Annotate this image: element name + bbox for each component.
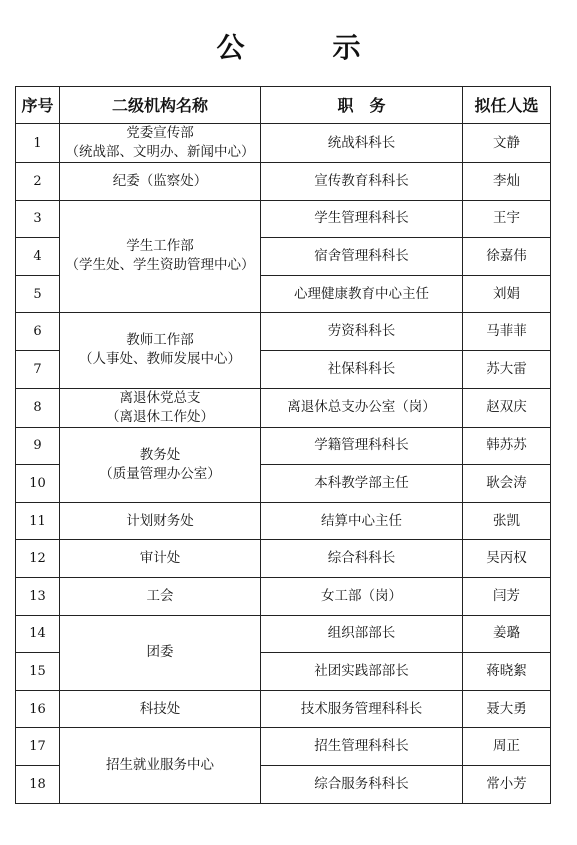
table-row [16, 200, 551, 238]
candidate-cell: 刘娟 [463, 275, 551, 313]
row-index: 4 [16, 238, 60, 276]
position-cell: 统战科科长 [261, 124, 463, 163]
candidate-cell: 周正 [463, 728, 551, 766]
table-row [16, 577, 551, 615]
department-name: 教师工作部 [126, 332, 194, 349]
candidate-cell: 王宇 [463, 200, 551, 238]
position-cell: 宣传教育科科长 [261, 163, 463, 201]
table-row [16, 540, 551, 578]
position-cell: 社团实践部部长 [261, 653, 463, 691]
position-cell: 综合服务科科长 [261, 765, 463, 803]
row-index: 13 [16, 577, 60, 615]
candidate-cell: 马菲菲 [463, 313, 551, 351]
row-index: 3 [16, 200, 60, 238]
position-cell: 学生管理科科长 [261, 200, 463, 238]
department-subunits: （人事处、教师发展中心） [79, 351, 241, 368]
position-cell: 劳资科科长 [261, 313, 463, 351]
candidate-cell: 吴丙权 [463, 540, 551, 578]
position-cell: 组织部部长 [261, 615, 463, 653]
department-cell: 招生就业服务中心 [60, 728, 261, 803]
header-position: 职 务 [261, 87, 463, 124]
position-cell: 本科教学部主任 [261, 465, 463, 503]
row-index: 15 [16, 653, 60, 691]
department-cell: 纪委（监察处） [60, 163, 261, 201]
header-department: 二级机构名称 [60, 87, 261, 124]
department-cell: 工会 [60, 577, 261, 615]
candidate-cell: 苏大雷 [463, 350, 551, 388]
candidate-cell: 张凯 [463, 502, 551, 540]
header-candidate: 拟任人选 [463, 87, 551, 124]
position-cell: 结算中心主任 [261, 502, 463, 540]
department-cell: 计划财务处 [60, 502, 261, 540]
candidate-cell: 耿会涛 [463, 465, 551, 503]
position-cell: 技术服务管理科科长 [261, 690, 463, 728]
candidate-cell: 韩苏苏 [463, 427, 551, 465]
candidate-cell: 蒋晓絮 [463, 653, 551, 691]
candidate-cell: 聂大勇 [463, 690, 551, 728]
table-row [16, 728, 551, 766]
department-name: 教务处 [139, 446, 181, 463]
department-cell [60, 313, 261, 388]
position-cell: 心理健康教育中心主任 [261, 275, 463, 313]
department-name: 学生工作部 [126, 238, 194, 255]
position-cell: 女工部（岗） [261, 577, 463, 615]
row-index: 16 [16, 690, 60, 728]
department-cell [60, 388, 261, 427]
candidate-cell: 常小芳 [463, 765, 551, 803]
table-row [16, 163, 551, 201]
department-cell: 科技处 [60, 690, 261, 728]
table-row [16, 615, 551, 653]
header-index: 序号 [16, 87, 60, 124]
department-cell [60, 124, 261, 163]
department-subunits: （质量管理办公室） [99, 465, 221, 482]
row-index: 11 [16, 502, 60, 540]
row-index: 6 [16, 313, 60, 351]
department-subunits: （学生处、学生资助管理中心） [65, 257, 255, 274]
table-row [16, 124, 551, 163]
department-name: 离退休党总支 [119, 389, 201, 406]
candidate-cell: 闫芳 [463, 577, 551, 615]
candidate-cell: 姜璐 [463, 615, 551, 653]
table-row [16, 690, 551, 728]
position-cell: 综合科科长 [261, 540, 463, 578]
row-index: 8 [16, 388, 60, 427]
position-cell: 宿舍管理科科长 [261, 238, 463, 276]
department-subunits: （统战部、文明办、新闻中心） [65, 144, 255, 160]
table-row [16, 313, 551, 351]
table-row [16, 427, 551, 465]
candidate-cell: 徐嘉伟 [463, 238, 551, 276]
row-index: 9 [16, 427, 60, 465]
position-cell: 社保科科长 [261, 350, 463, 388]
row-index: 17 [16, 728, 60, 766]
department-subunits: （离退休工作处） [106, 408, 214, 425]
page-title: 公 示 [216, 31, 391, 64]
candidate-cell: 赵双庆 [463, 388, 551, 427]
table-header-row [16, 87, 551, 124]
table-row [16, 388, 551, 427]
position-cell: 离退休总支办公室（岗） [261, 388, 463, 427]
row-index: 18 [16, 765, 60, 803]
department-name: 党委宣传部 [126, 125, 194, 141]
department-cell: 审计处 [60, 540, 261, 578]
department-cell [60, 427, 261, 502]
row-index: 12 [16, 540, 60, 578]
position-cell: 招生管理科科长 [261, 728, 463, 766]
row-index: 2 [16, 163, 60, 201]
table-row [16, 502, 551, 540]
candidate-cell: 文静 [463, 124, 551, 163]
appointment-table [15, 86, 551, 804]
row-index: 10 [16, 465, 60, 503]
position-cell: 学籍管理科科长 [261, 427, 463, 465]
row-index: 14 [16, 615, 60, 653]
row-index: 5 [16, 275, 60, 313]
candidate-cell: 李灿 [463, 163, 551, 201]
row-index: 1 [16, 124, 60, 163]
row-index: 7 [16, 350, 60, 388]
department-cell: 团委 [60, 615, 261, 690]
department-cell [60, 200, 261, 313]
